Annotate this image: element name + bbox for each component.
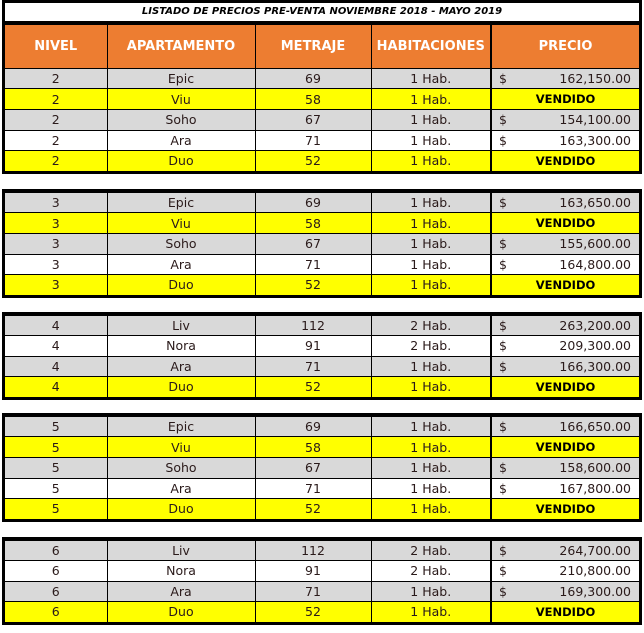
table-row <box>5 274 639 295</box>
metraje-cell: 71 <box>255 581 371 601</box>
sold-label: VENDIDO <box>535 92 596 107</box>
sold-label: VENDIDO <box>535 604 596 619</box>
habitaciones-cell: 1 Hab. <box>371 130 491 150</box>
precio-cell <box>491 274 639 295</box>
nivel-cell: 4 <box>5 336 107 356</box>
apartamento-cell: Duo <box>107 376 255 397</box>
table-row <box>5 110 639 130</box>
nivel-cell: 4 <box>5 316 107 336</box>
metraje-cell: 112 <box>255 541 371 561</box>
table-row <box>5 561 639 581</box>
currency-symbol: $ <box>499 236 507 252</box>
column-header-apartamento: APARTAMENTO <box>107 25 255 69</box>
habitaciones-cell: 1 Hab. <box>371 478 491 498</box>
precio-cell <box>491 356 639 376</box>
nivel-cell: 3 <box>5 193 107 213</box>
nivel-cell: 5 <box>5 458 107 478</box>
column-header-metraje: METRAJE <box>255 25 371 69</box>
metraje-cell: 58 <box>255 89 371 110</box>
nivel-cell: 5 <box>5 417 107 437</box>
precio-cell <box>491 130 639 150</box>
nivel-cell: 3 <box>5 254 107 274</box>
currency-symbol: $ <box>499 419 507 435</box>
price-value: 163,300.00 <box>559 132 631 148</box>
price-table <box>5 24 639 171</box>
precio-cell <box>491 437 639 458</box>
apartamento-cell: Viu <box>107 89 255 110</box>
currency-symbol: $ <box>499 563 507 579</box>
price-value: 167,800.00 <box>559 480 631 496</box>
apartamento-cell: Viu <box>107 213 255 234</box>
currency-symbol: $ <box>499 460 507 476</box>
precio-cell <box>491 581 639 601</box>
apartamento-cell: Ara <box>107 130 255 150</box>
price-value: 210,800.00 <box>559 563 631 579</box>
apartamento-cell: Epic <box>107 193 255 213</box>
column-header-precio: PRECIO <box>491 25 639 69</box>
nivel-cell: 6 <box>5 581 107 601</box>
metraje-cell: 58 <box>255 437 371 458</box>
nivel-cell: 5 <box>5 478 107 498</box>
table-row <box>5 541 639 561</box>
metraje-cell: 112 <box>255 316 371 336</box>
metraje-cell: 52 <box>255 376 371 397</box>
habitaciones-cell: 1 Hab. <box>371 498 491 519</box>
apartamento-cell: Liv <box>107 541 255 561</box>
nivel-cell: 4 <box>5 356 107 376</box>
level-block-6 <box>2 537 642 625</box>
habitaciones-cell: 1 Hab. <box>371 110 491 130</box>
nivel-cell: 6 <box>5 601 107 622</box>
table-row <box>5 601 639 622</box>
apartamento-cell: Ara <box>107 581 255 601</box>
table-row <box>5 336 639 356</box>
table-row <box>5 498 639 519</box>
metraje-cell: 71 <box>255 478 371 498</box>
metraje-cell: 52 <box>255 150 371 171</box>
habitaciones-cell: 1 Hab. <box>371 458 491 478</box>
habitaciones-cell: 1 Hab. <box>371 89 491 110</box>
habitaciones-cell: 1 Hab. <box>371 601 491 622</box>
sold-label: VENDIDO <box>535 501 596 516</box>
table-row <box>5 150 639 171</box>
apartamento-cell: Epic <box>107 69 255 89</box>
sold-label: VENDIDO <box>535 440 596 455</box>
apartamento-cell: Duo <box>107 498 255 519</box>
precio-cell <box>491 254 639 274</box>
precio-cell <box>491 601 639 622</box>
nivel-cell: 2 <box>5 150 107 171</box>
apartamento-cell: Ara <box>107 356 255 376</box>
metraje-cell: 91 <box>255 561 371 581</box>
apartamento-cell: Soho <box>107 234 255 254</box>
metraje-cell: 52 <box>255 498 371 519</box>
sheet-title: LISTADO DE PRECIOS PRE-VENTA NOVIEMBRE 2018 - MAYO 2019 <box>5 3 639 24</box>
nivel-cell: 3 <box>5 234 107 254</box>
table-row <box>5 234 639 254</box>
habitaciones-cell: 1 Hab. <box>371 213 491 234</box>
level-block-3 <box>2 189 642 298</box>
metraje-cell: 67 <box>255 234 371 254</box>
level-block-5 <box>2 413 642 522</box>
apartamento-cell: Liv <box>107 316 255 336</box>
column-header-nivel: NIVEL <box>5 25 107 69</box>
nivel-cell: 4 <box>5 376 107 397</box>
habitaciones-cell: 1 Hab. <box>371 581 491 601</box>
precio-cell <box>491 417 639 437</box>
metraje-cell: 52 <box>255 274 371 295</box>
nivel-cell: 6 <box>5 561 107 581</box>
metraje-cell: 52 <box>255 601 371 622</box>
precio-cell <box>491 89 639 110</box>
habitaciones-cell: 1 Hab. <box>371 254 491 274</box>
table-row <box>5 69 639 89</box>
precio-cell <box>491 498 639 519</box>
sold-label: VENDIDO <box>535 277 596 292</box>
metraje-cell: 71 <box>255 130 371 150</box>
header-row <box>5 25 639 69</box>
nivel-cell: 2 <box>5 89 107 110</box>
habitaciones-cell: 1 Hab. <box>371 193 491 213</box>
habitaciones-cell: 1 Hab. <box>371 150 491 171</box>
table-row <box>5 193 639 213</box>
currency-symbol: $ <box>499 256 507 272</box>
apartamento-cell: Nora <box>107 561 255 581</box>
sold-label: VENDIDO <box>535 379 596 394</box>
currency-symbol: $ <box>499 71 507 87</box>
metraje-cell: 67 <box>255 110 371 130</box>
precio-cell <box>491 336 639 356</box>
price-value: 154,100.00 <box>559 112 631 128</box>
metraje-cell: 69 <box>255 193 371 213</box>
precio-cell <box>491 150 639 171</box>
table-row <box>5 356 639 376</box>
currency-symbol: $ <box>499 338 507 354</box>
apartamento-cell: Epic <box>107 417 255 437</box>
currency-symbol: $ <box>499 112 507 128</box>
habitaciones-cell: 2 Hab. <box>371 316 491 336</box>
metraje-cell: 69 <box>255 417 371 437</box>
price-value: 162,150.00 <box>559 71 631 87</box>
metraje-cell: 58 <box>255 213 371 234</box>
precio-cell <box>491 316 639 336</box>
habitaciones-cell: 1 Hab. <box>371 376 491 397</box>
sold-label: VENDIDO <box>535 153 596 168</box>
table-row <box>5 458 639 478</box>
nivel-cell: 5 <box>5 437 107 458</box>
price-table <box>5 416 639 519</box>
price-value: 158,600.00 <box>559 460 631 476</box>
nivel-cell: 3 <box>5 213 107 234</box>
nivel-cell: 2 <box>5 110 107 130</box>
precio-cell <box>491 193 639 213</box>
table-row <box>5 478 639 498</box>
table-row <box>5 581 639 601</box>
apartamento-cell: Soho <box>107 110 255 130</box>
apartamento-cell: Duo <box>107 274 255 295</box>
habitaciones-cell: 2 Hab. <box>371 541 491 561</box>
habitaciones-cell: 1 Hab. <box>371 69 491 89</box>
sold-label: VENDIDO <box>535 216 596 231</box>
habitaciones-cell: 1 Hab. <box>371 437 491 458</box>
currency-symbol: $ <box>499 543 507 559</box>
apartamento-cell: Viu <box>107 437 255 458</box>
metraje-cell: 71 <box>255 356 371 376</box>
price-table <box>5 192 639 295</box>
precio-cell <box>491 213 639 234</box>
precio-cell <box>491 478 639 498</box>
table-row <box>5 376 639 397</box>
habitaciones-cell: 1 Hab. <box>371 274 491 295</box>
apartamento-cell: Ara <box>107 478 255 498</box>
precio-cell <box>491 234 639 254</box>
precio-cell <box>491 458 639 478</box>
price-value: 209,300.00 <box>559 338 631 354</box>
habitaciones-cell: 1 Hab. <box>371 356 491 376</box>
currency-symbol: $ <box>499 195 507 211</box>
price-value: 155,600.00 <box>559 236 631 252</box>
metraje-cell: 69 <box>255 69 371 89</box>
nivel-cell: 5 <box>5 498 107 519</box>
precio-cell <box>491 541 639 561</box>
currency-symbol: $ <box>499 132 507 148</box>
nivel-cell: 6 <box>5 541 107 561</box>
habitaciones-cell: 2 Hab. <box>371 561 491 581</box>
table-row <box>5 213 639 234</box>
price-value: 169,300.00 <box>559 583 631 599</box>
apartamento-cell: Ara <box>107 254 255 274</box>
price-value: 163,650.00 <box>559 195 631 211</box>
table-row <box>5 437 639 458</box>
currency-symbol: $ <box>499 480 507 496</box>
currency-symbol: $ <box>499 358 507 374</box>
apartamento-cell: Duo <box>107 150 255 171</box>
habitaciones-cell: 1 Hab. <box>371 234 491 254</box>
level-block-4 <box>2 312 642 400</box>
precio-cell <box>491 561 639 581</box>
habitaciones-cell: 2 Hab. <box>371 336 491 356</box>
price-value: 263,200.00 <box>559 318 631 334</box>
price-value: 264,700.00 <box>559 543 631 559</box>
price-value: 166,650.00 <box>559 419 631 435</box>
price-table <box>5 315 639 397</box>
price-value: 166,300.00 <box>559 358 631 374</box>
apartamento-cell: Nora <box>107 336 255 356</box>
metraje-cell: 71 <box>255 254 371 274</box>
table-row <box>5 130 639 150</box>
metraje-cell: 91 <box>255 336 371 356</box>
nivel-cell: 2 <box>5 69 107 89</box>
precio-cell <box>491 69 639 89</box>
table-row <box>5 417 639 437</box>
habitaciones-cell: 1 Hab. <box>371 417 491 437</box>
currency-symbol: $ <box>499 318 507 334</box>
metraje-cell: 67 <box>255 458 371 478</box>
table-row <box>5 89 639 110</box>
precio-cell <box>491 110 639 130</box>
price-table <box>5 540 639 622</box>
level-block-2 <box>2 0 642 174</box>
apartamento-cell: Duo <box>107 601 255 622</box>
table-row <box>5 254 639 274</box>
apartamento-cell: Soho <box>107 458 255 478</box>
nivel-cell: 3 <box>5 274 107 295</box>
currency-symbol: $ <box>499 583 507 599</box>
column-header-habitaciones: HABITACIONES <box>371 25 491 69</box>
table-row <box>5 316 639 336</box>
precio-cell <box>491 376 639 397</box>
price-value: 164,800.00 <box>559 256 631 272</box>
nivel-cell: 2 <box>5 130 107 150</box>
